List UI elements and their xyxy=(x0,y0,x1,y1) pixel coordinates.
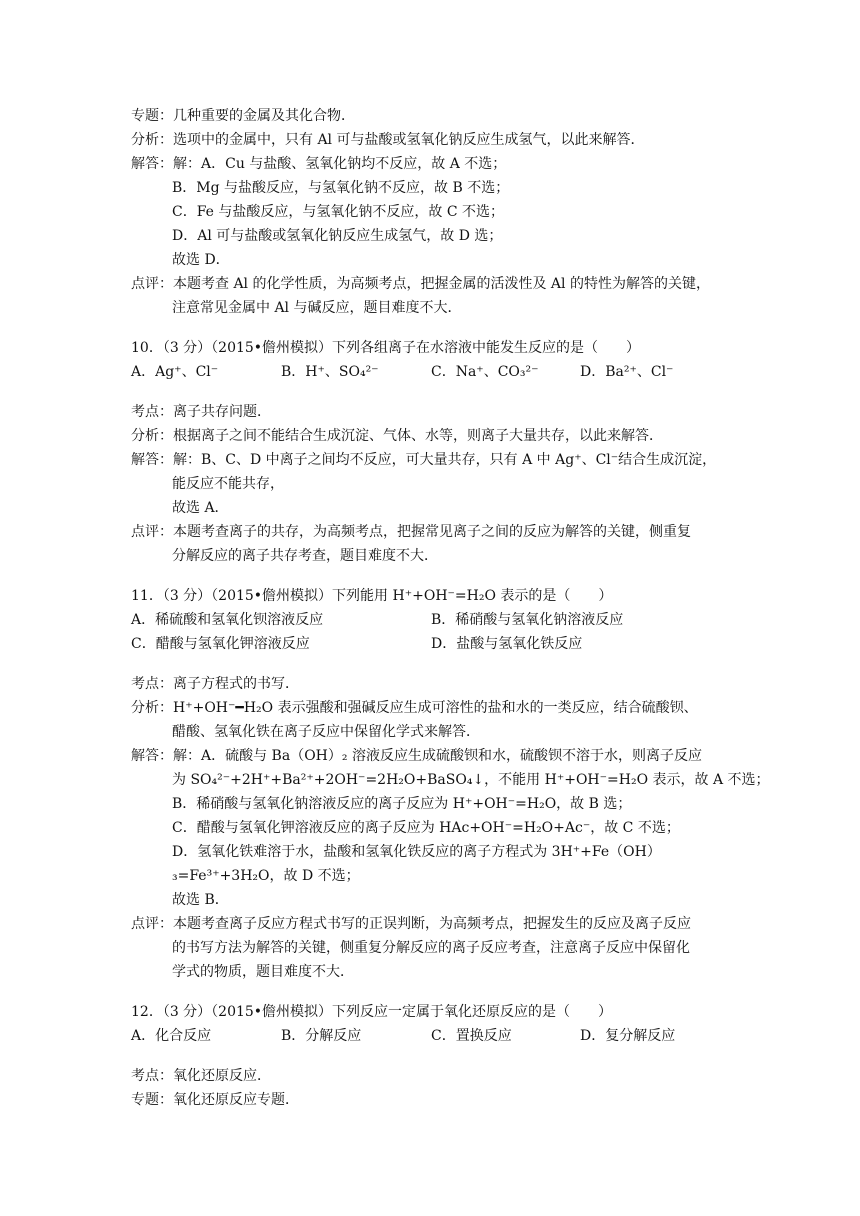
topic-line: 专题：几种重要的金属及其化合物． xyxy=(131,108,355,124)
q10-option-c: C．Na⁺、CO₃²⁻ xyxy=(431,364,539,380)
answer-line: ₃=Fe³⁺+3H₂O，故 D 不选； xyxy=(172,868,360,884)
comment-line: 点评：本题考查 Al 的化学性质，为高频考点，把握金属的活泼性及 Al 的特性为解答的关键， xyxy=(131,276,710,292)
answer-line: B．稀硝酸与氢氧化钠溶液反应的离子反应为 H⁺+OH⁻=H₂O，故 B 选； xyxy=(172,796,632,812)
q10-option-d: D．Ba²⁺、Cl⁻ xyxy=(580,364,674,380)
q11-option-a: A．稀硫酸和氢氧化钡溶液反应 xyxy=(131,612,324,628)
question-11-stem: 11．（3 分）（2015•儋州模拟）下列能用 H⁺+OH⁻=H₂O 表示的是（ ） xyxy=(131,588,613,604)
comment-line: 的书写方法为解答的关键，侧重复分解反应的离子反应考查，注意离子反应中保留化 xyxy=(172,940,690,956)
q10-option-b: B．H⁺、SO₄²⁻ xyxy=(281,364,379,380)
answer-line: B．Mg 与盐酸反应，与氢氧化钠不反应，故 B 不选； xyxy=(172,180,510,196)
comment-line: 学式的物质，题目难度不大． xyxy=(172,964,354,980)
knowledge-point: 考点：氧化还原反应． xyxy=(131,1068,271,1084)
q11-option-c: C．醋酸与氢氧化钾溶液反应 xyxy=(131,636,310,652)
answer-line: 为 SO₄²⁻+2H⁺+Ba²⁺+2OH⁻=2H₂O+BaSO₄↓，不能用 H⁺+OH⁻=H₂O 表示，故 A 不选； xyxy=(172,772,770,788)
comment-line: 点评：本题考查离子反应方程式书写的正误判断，为高频考点，把握发生的反应及离子反应 xyxy=(131,916,691,932)
answer-line: 解答：解：A．硫酸与 Ba（OH）₂ 溶液反应生成硫酸钡和水，硫酸钡不溶于水，则离子反应 xyxy=(131,748,702,764)
answer-line: 故选 D． xyxy=(172,252,230,268)
comment-line: 注意常见金属中 Al 与碱反应，题目难度不大． xyxy=(172,300,462,316)
answer-line: 故选 A． xyxy=(172,500,229,516)
q11-option-d: D．盐酸与氢氧化铁反应 xyxy=(431,636,583,652)
q12-option-b: B．分解反应 xyxy=(281,1028,362,1044)
analysis-line: 醋酸、氢氧化铁在离子反应中保留化学式来解答． xyxy=(172,724,480,740)
answer-line: 能反应不能共存， xyxy=(172,476,284,492)
question-10-stem: 10．（3 分）（2015•儋州模拟）下列各组离子在水溶液中能发生反应的是（ ） xyxy=(131,340,641,356)
knowledge-point: 考点：离子方程式的书写． xyxy=(131,676,299,692)
comment-line: 点评：本题考查离子的共存，为高频考点，把握常见离子之间的反应为解答的关键，侧重复 xyxy=(131,524,691,540)
answer-line: D．Al 可与盐酸或氢氧化钠反应生成氢气，故 D 选； xyxy=(172,228,503,244)
q12-option-a: A．化合反应 xyxy=(131,1028,212,1044)
q12-option-d: D．复分解反应 xyxy=(580,1028,676,1044)
analysis-line: 分析：H⁺+OH⁻━H₂O 表示强酸和强碱反应生成可溶性的盐和水的一类反应，结合硫酸钡、 xyxy=(131,700,698,716)
comment-line: 分解反应的离子共存考查，题目难度不大． xyxy=(172,548,438,564)
q11-option-b: B．稀硝酸与氢氧化钠溶液反应 xyxy=(431,612,624,628)
answer-line: 故选 B． xyxy=(172,892,229,908)
knowledge-point: 考点：离子共存问题． xyxy=(131,404,271,420)
analysis-line: 分析：根据离子之间不能结合生成沉淀、气体、水等，则离子大量共存，以此来解答． xyxy=(131,428,663,444)
analysis-line: 分析：选项中的金属中，只有 Al 可与盐酸或氢氧化钠反应生成氢气，以此来解答． xyxy=(131,132,645,148)
question-12-stem: 12．（3 分）（2015•儋州模拟）下列反应一定属于氧化还原反应的是（ ） xyxy=(131,1004,613,1020)
answer-line: D．氢氧化铁难溶于水，盐酸和氢氧化铁反应的离子方程式为 3H⁺+Fe（OH） xyxy=(172,844,661,860)
answer-line: 解答：解：B、C、D 中离子之间均不反应，可大量共存，只有 A 中 Ag⁺、Cl⁻结合生成沉淀， xyxy=(131,452,717,468)
answer-line: 解答：解：A．Cu 与盐酸、氢氧化钠均不反应，故 A 不选； xyxy=(131,156,507,172)
answer-line: C．醋酸与氢氧化钾溶液反应的离子反应为 HAc+OH⁻=H₂O+Ac⁻，故 C 不选； xyxy=(172,820,680,836)
topic-line: 专题：氧化还原反应专题． xyxy=(131,1092,299,1108)
q12-option-c: C．置换反应 xyxy=(431,1028,512,1044)
q10-option-a: A．Ag⁺、Cl⁻ xyxy=(131,364,219,380)
answer-line: C．Fe 与盐酸反应，与氢氧化钠不反应，故 C 不选； xyxy=(172,204,505,220)
